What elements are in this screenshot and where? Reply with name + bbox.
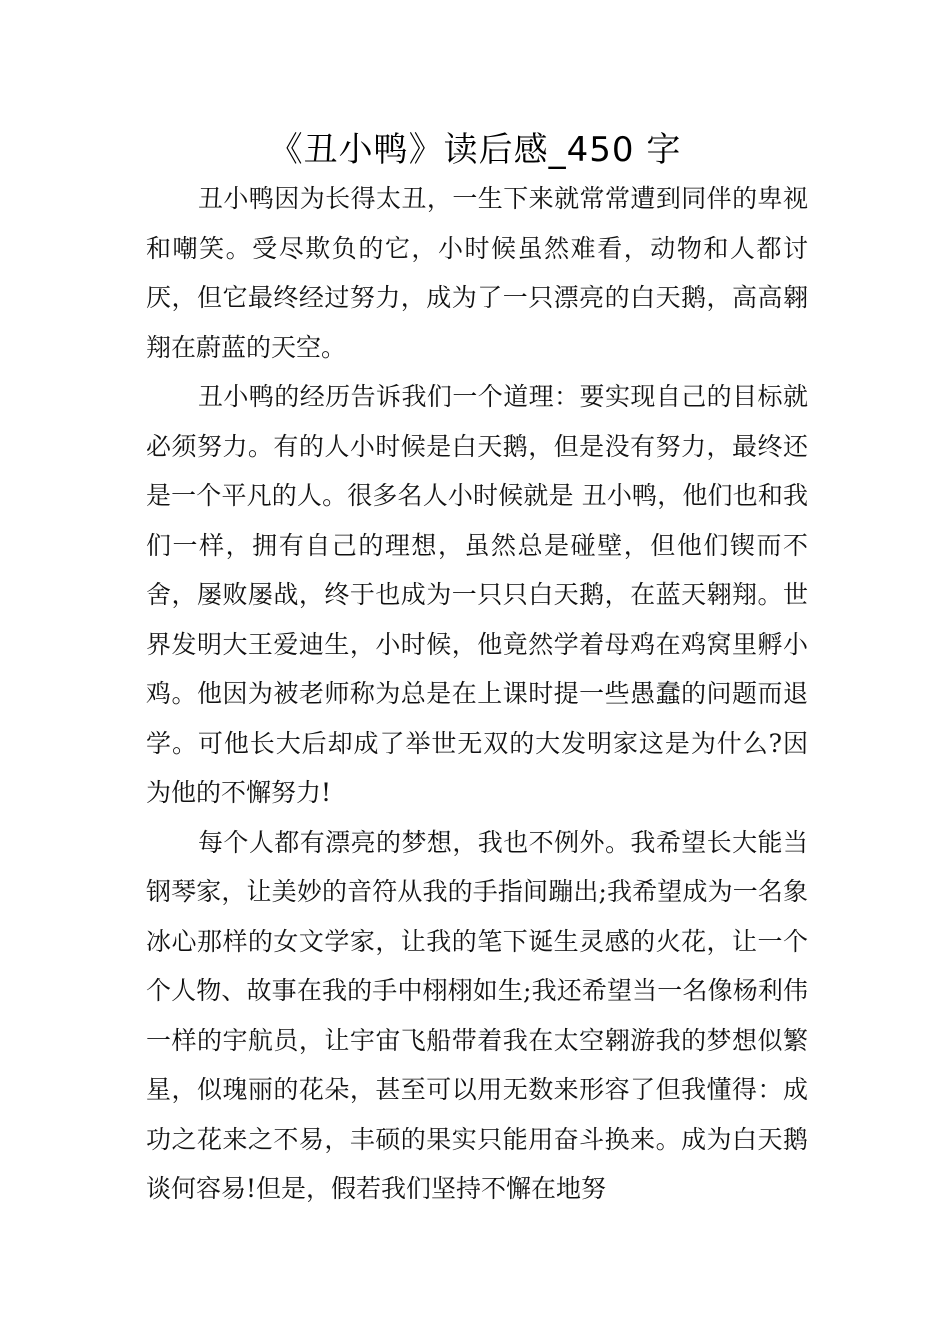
- paragraph-1: 丑小鸭因为长得太丑，一生下来就常常遭到同伴的卑视和嘲笑。受尽欺负的它，小时候虽然难看，动物和人都讨厌，但它最终经过努力，成为了一只漂亮的白天鹅，高高翱翔在蔚蓝的天空。: [146, 184, 808, 362]
- paragraph-2: 丑小鸭的经历告诉我们一个道理：要实现自己的目标就必须努力。有的人小时候是白天鹅，但是没有努力，最终还是一个平凡的人。很多名人小时候就是 丑小鸭，他们也和我们一样，拥有自己的理想，虽然总是碰壁，但他们锲而不舍，屡败屡战，终于也成为一只只白天鹅，在蓝天翱翔。世界发明大王爱迪生，小时候，他竟然学着母鸡在鸡窝里孵小鸡。他因为被老师称为总是在上课时提一些愚蠢的问题而退学。可他长大后却成了举世无双的大发明家这是为什么?因为他的不懈努力!: [146, 382, 808, 807]
- paragraph-3: 每个人都有漂亮的梦想，我也不例外。我希望长大能当钢琴家，让美妙的音符从我的手指间蹦出;我希望成为一名象冰心那样的女文学家，让我的笔下诞生灵感的火花，让一个个人物、故事在我的手中栩栩如生;我还希望当一名像杨利伟一样的宇航员，让宇宙飞船带着我在太空翱游我的梦想似繁星，似瑰丽的花朵，甚至可以用无数来形容了但我懂得：成功之花来之不易，丰硕的果实只能用奋斗换来。成为白天鹅谈何容易!但是，假若我们坚持不懈在地努: [146, 827, 808, 1203]
- document-title: 《丑小鸭》读后感_450 字: [268, 130, 682, 170]
- document-body: [146, 174, 808, 1214]
